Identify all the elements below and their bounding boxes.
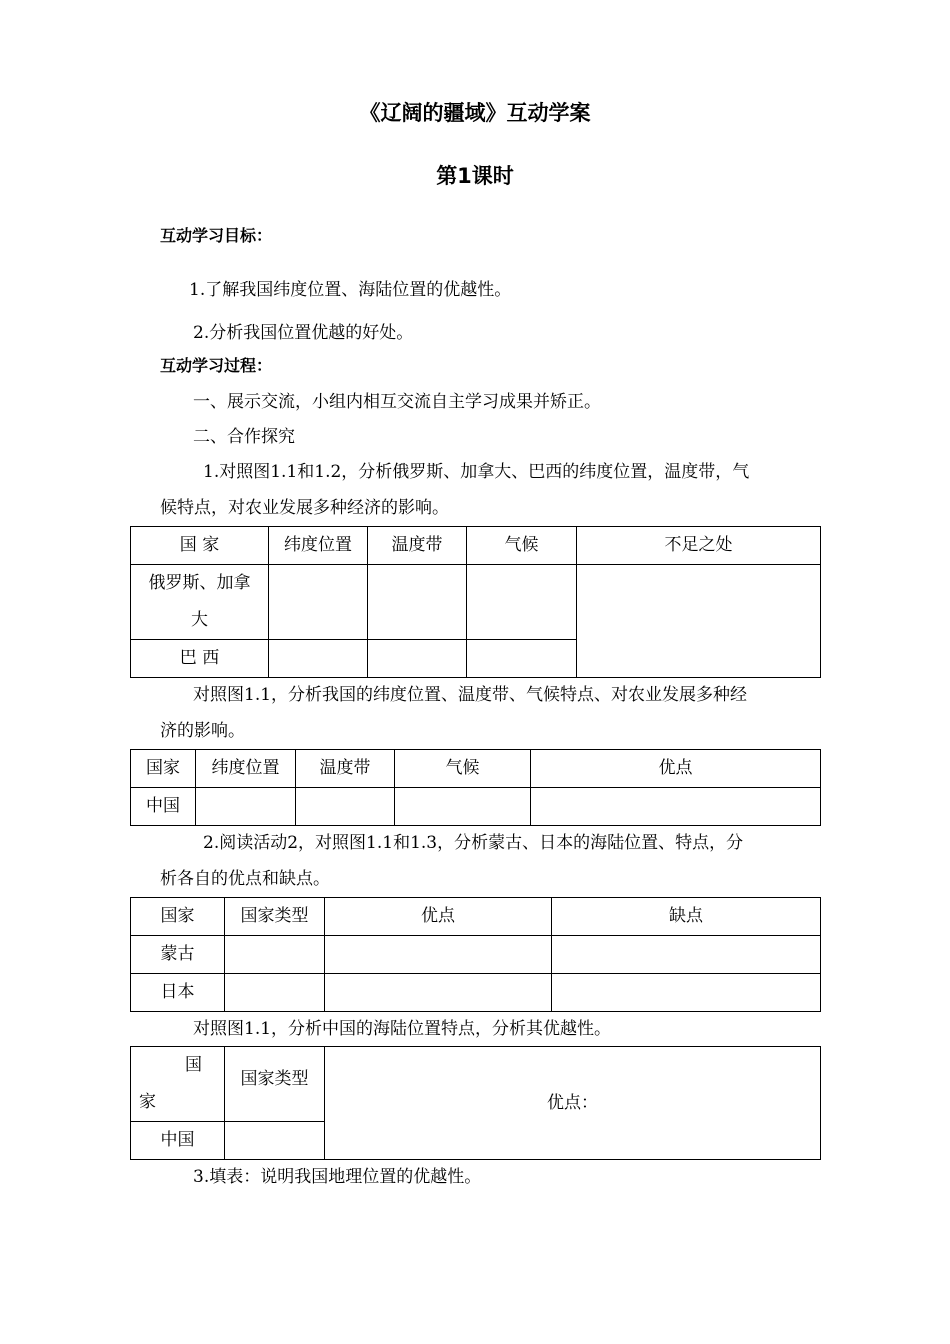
table-cell: [269, 640, 368, 678]
table-header: 国家类型: [225, 898, 325, 936]
goals-heading: 互动学习目标：: [160, 226, 273, 245]
table-cell: [552, 974, 821, 1012]
task-2b: 对照图1.1，分析中国的海陆位置特点，分析其优越性。: [193, 1019, 612, 1039]
table-header: 气候: [467, 527, 577, 565]
table-cell: [296, 788, 395, 826]
table-header: 优点: [325, 898, 552, 936]
task-2-line-2: 析各自的优点和缺点。: [160, 869, 330, 889]
page-subtitle: 第1课时: [436, 164, 514, 188]
table-cell: [225, 974, 325, 1012]
task-1b-line-2: 济的影响。: [160, 721, 245, 741]
table-cell: [196, 788, 296, 826]
table-header: [131, 1047, 225, 1122]
table-header: 国家: [131, 898, 225, 936]
table-row-label: 巴 西: [131, 640, 269, 678]
table-header: 国 家: [131, 527, 269, 565]
table-cell: [531, 788, 821, 826]
table-cell: [577, 565, 821, 678]
table-header: 国家类型: [225, 1047, 325, 1122]
table-china-sea-land: [130, 1046, 821, 1160]
table-header: 国家: [131, 750, 196, 788]
goal-item: 1.了解我国纬度位置、海陆位置的优越性。: [189, 280, 512, 300]
table-header: 不足之处: [577, 527, 821, 565]
table-cell: [225, 1122, 325, 1160]
header-char: 国: [185, 1055, 202, 1075]
table-header: 气候: [395, 750, 531, 788]
table-row-label: 日本: [131, 974, 225, 1012]
table-row-label: 蒙古: [131, 936, 225, 974]
table-row-label: 中国: [131, 1122, 225, 1160]
table-cell: [467, 640, 577, 678]
task-1-line-1: 1.对照图1.1和1.2，分析俄罗斯、加拿大、巴西的纬度位置，温度带，气: [203, 462, 750, 482]
table-row-label: 中国: [131, 788, 196, 826]
step-1: 一、展示交流，小组内相互交流自主学习成果并矫正。: [193, 392, 601, 412]
task-3: 3.填表：说明我国地理位置的优越性。: [193, 1167, 482, 1187]
task-1-line-2: 候特点，对农业发展多种经济的影响。: [160, 498, 449, 518]
table-header: 纬度位置: [196, 750, 296, 788]
table-sea-land-comparison: [130, 897, 821, 1012]
header-char: 家: [139, 1092, 156, 1112]
table-row-label: [131, 565, 269, 640]
page-title: 《辽阔的疆域》互动学案: [359, 101, 591, 125]
task-1b-line-1: 对照图1.1，分析我国的纬度位置、温度带、气候特点、对农业发展多种经: [193, 685, 748, 705]
process-heading: 互动学习过程：: [160, 356, 273, 375]
table-cell: [269, 565, 368, 640]
table-cell: [552, 936, 821, 974]
table-cell: [368, 565, 467, 640]
task-2-line-1: 2.阅读活动2，对照图1.1和1.3，分析蒙古、日本的海陆位置、特点，分: [203, 833, 744, 853]
table-header: 优点: [531, 750, 821, 788]
table-latitude-comparison: [130, 526, 821, 678]
row-label-line: 大: [191, 610, 208, 630]
table-china-latitude: [130, 749, 821, 826]
table-header: 温度带: [296, 750, 395, 788]
table-cell: [395, 788, 531, 826]
step-2: 二、合作探究: [193, 427, 295, 447]
table-cell: [225, 936, 325, 974]
table-header: 温度带: [368, 527, 467, 565]
table-cell: [467, 565, 577, 640]
table-cell: [368, 640, 467, 678]
table-header: 缺点: [552, 898, 821, 936]
table-cell: [325, 936, 552, 974]
table-cell: [325, 974, 552, 1012]
goal-item: 2.分析我国位置优越的好处。: [193, 323, 414, 343]
advantage-cell: 优点：: [325, 1047, 821, 1160]
row-label-line: 俄罗斯、加拿: [148, 573, 251, 593]
table-header: 纬度位置: [269, 527, 368, 565]
